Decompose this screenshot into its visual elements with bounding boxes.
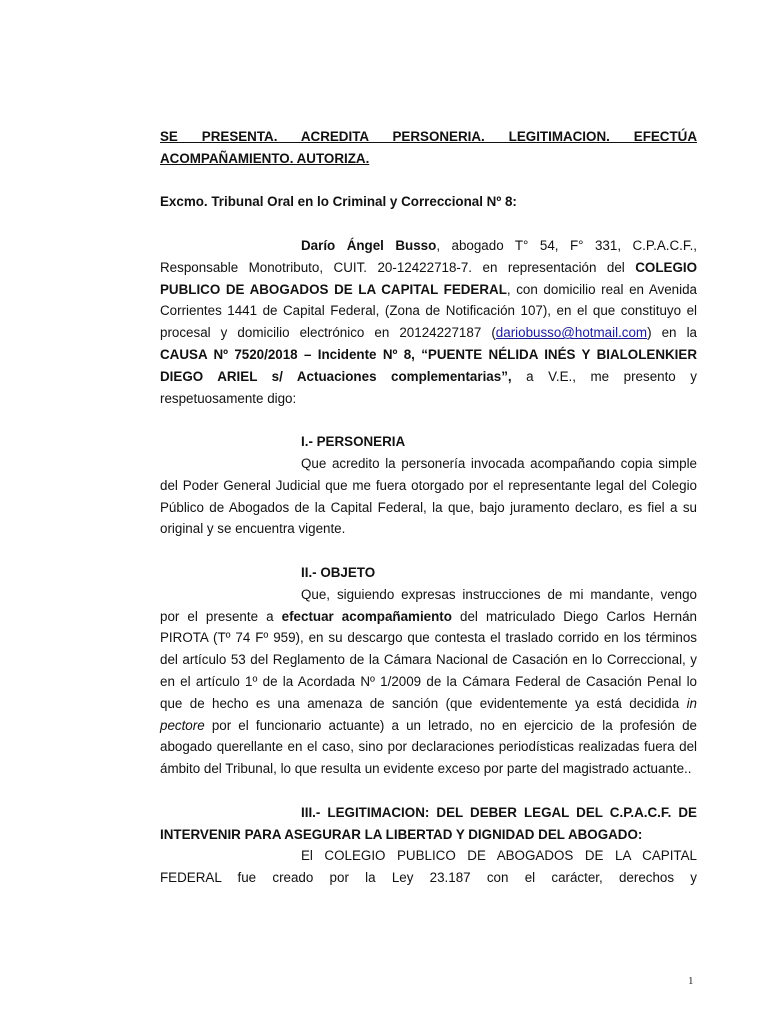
document-title-line1: SE PRESENTA. ACREDITA PERSONERIA. LEGITIMACION. EFECTÚA (160, 129, 697, 144)
intro-paragraph: Darío Ángel Busso, abogado T° 54, F° 331, C.P.A.C.F., Responsable Monotributo, CUIT. 20-12422718-7. en representación del COLEGIO PUBLICO DE ABOGADOS DE LA CAPITAL FEDERAL, con domicilio real en Avenida Corrientes 1441 de Capital Federal, (Zona de Notificación 107), en el que constituyo el procesal y domicilio electrónico en 20124227187 (dariobusso@hotmail.com) en la CAUSA Nº 7520/2018 – Incidente Nº 8, “PUENTE NÉLIDA INÉS Y BIALOLENKIER DIEGO ARIEL s/ Actuaciones complementarias”, a V.E., me presento y respetuosamente digo: (160, 237, 698, 406)
section2-heading: II.- OBJETO (301, 564, 376, 580)
section1-text: Que acredito la personería invocada acompañando copia simple del Poder General Judicial que me fuera otorgado por el representante legal del Colegio Público de Abogados de la Capital Federal, la que, bajo juramento declaro, es fiel a su original y se encuentra vigente. (160, 455, 697, 537)
section2-text: Que, siguiendo expresas instrucciones de mi mandante, vengo por el presente a efectuar acompañamiento del matriculado Diego Carlos Hernán PIROTA (Tº 74 Fº 959), en su descargo que contesta el traslado corrido en los términos del artículo 53 del Reglamento de la Cámara Nacional de Casación en lo Correccional, y en el artículo 1º de la Acordada Nº 1/2009 de la Cámara Federal de Casación Penal lo que de hecho es una amenaza de sanción (que evidentemente ya está decidida in pectore por el funcionario actuante) a un letrado, no en ejercicio de la profesión de abogado querellante en el caso, sino por declaraciones periodísticas realizadas fuera del ámbito del Tribunal, lo que resulta un evidente exceso por parte del magistrado actuante.. (160, 586, 698, 777)
email-link[interactable]: dariobusso@hotmail.com (495, 325, 648, 341)
section3-heading: III.- LEGITIMACION: DEL DEBER LEGAL DEL C.P.A.C.F. DE INTERVENIR PARA ASEGURAR LA LIBERTAD Y DIGNIDAD DEL ABOGADO: (160, 804, 697, 842)
causa-reference: CAUSA Nº 7520/2018 – Incidente Nº 8, “PUENTE NÉLIDA INÉS Y BIALOLENKIER DIEGO ARIEL s/ Actuaciones complementarias”, (160, 346, 697, 384)
page-number: 1 (688, 975, 694, 987)
lawyer-name: Darío Ángel Busso (301, 237, 437, 253)
addressee: Excmo. Tribunal Oral en lo Criminal y Correccional Nº 8: (160, 194, 517, 210)
section3-text: El COLEGIO PUBLICO DE ABOGADOS DE LA CAPITAL FEDERAL fue creado por la Ley 23.187 con el carácter, derechos y (160, 848, 697, 886)
section1-heading: I.- PERSONERIA (301, 434, 406, 450)
document-title-line2: ACOMPAÑAMIENTO. AUTORIZA. (160, 150, 370, 166)
document-body (160, 126, 697, 889)
colegio-name: COLEGIO PUBLICO DE ABOGADOS DE LA CAPITAL FEDERAL (160, 259, 697, 297)
